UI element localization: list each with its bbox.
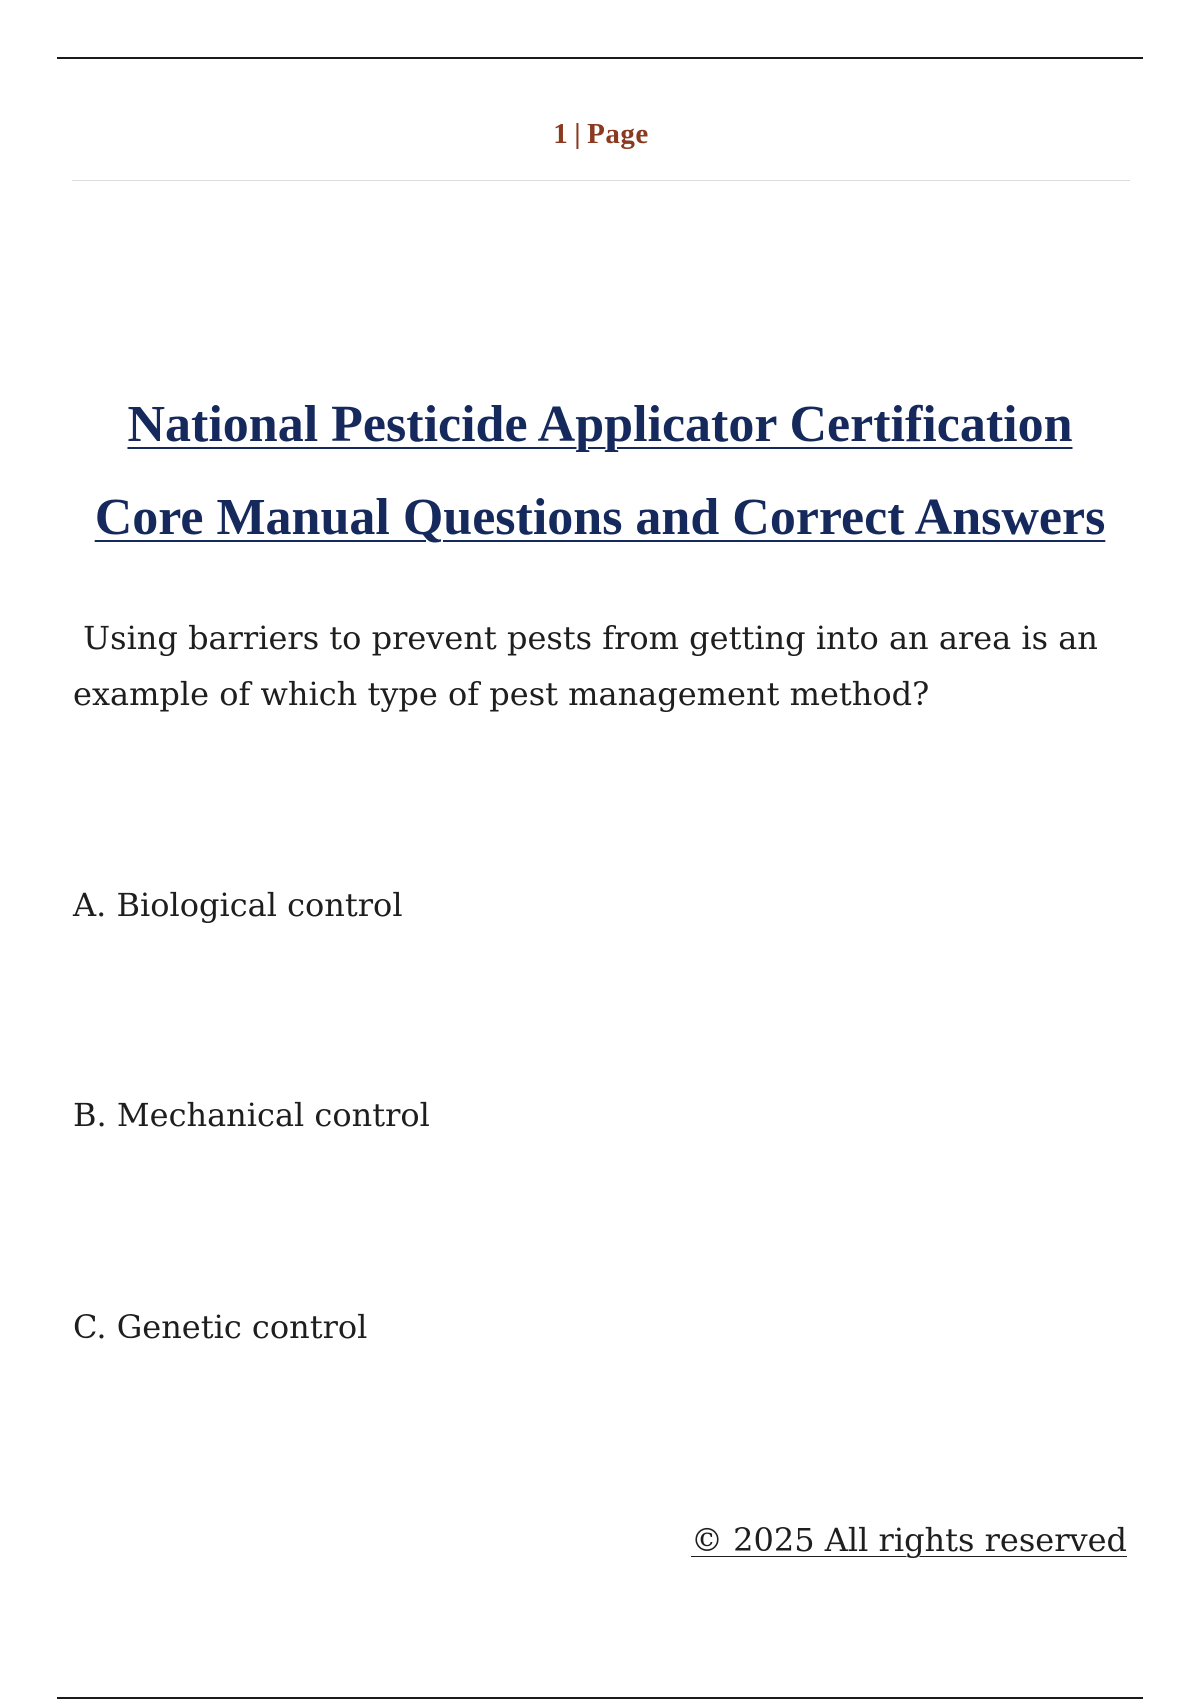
- answer-option-c: C. Genetic control: [73, 1308, 368, 1346]
- title-line-2: Core Manual Questions and Correct Answers: [94, 489, 1106, 546]
- page-label: Page: [587, 118, 649, 150]
- answer-option-b: B. Mechanical control: [73, 1096, 430, 1134]
- question-text: Using barriers to prevent pests from getting into an area is an example of which type of pest management method?: [73, 619, 1109, 713]
- page-separator: |: [574, 118, 582, 150]
- answer-option-a: A. Biological control: [73, 886, 403, 924]
- document-title: [60, 378, 1140, 564]
- header-divider: [72, 180, 1130, 181]
- title-line-1: National Pesticide Applicator Certification: [127, 396, 1073, 453]
- page-top-border: [57, 57, 1143, 59]
- copyright-notice: © 2025 All rights reserved: [691, 1521, 1127, 1559]
- page-bottom-border: [57, 1697, 1143, 1699]
- page-header: [72, 118, 1130, 151]
- page-number: 1: [553, 118, 569, 150]
